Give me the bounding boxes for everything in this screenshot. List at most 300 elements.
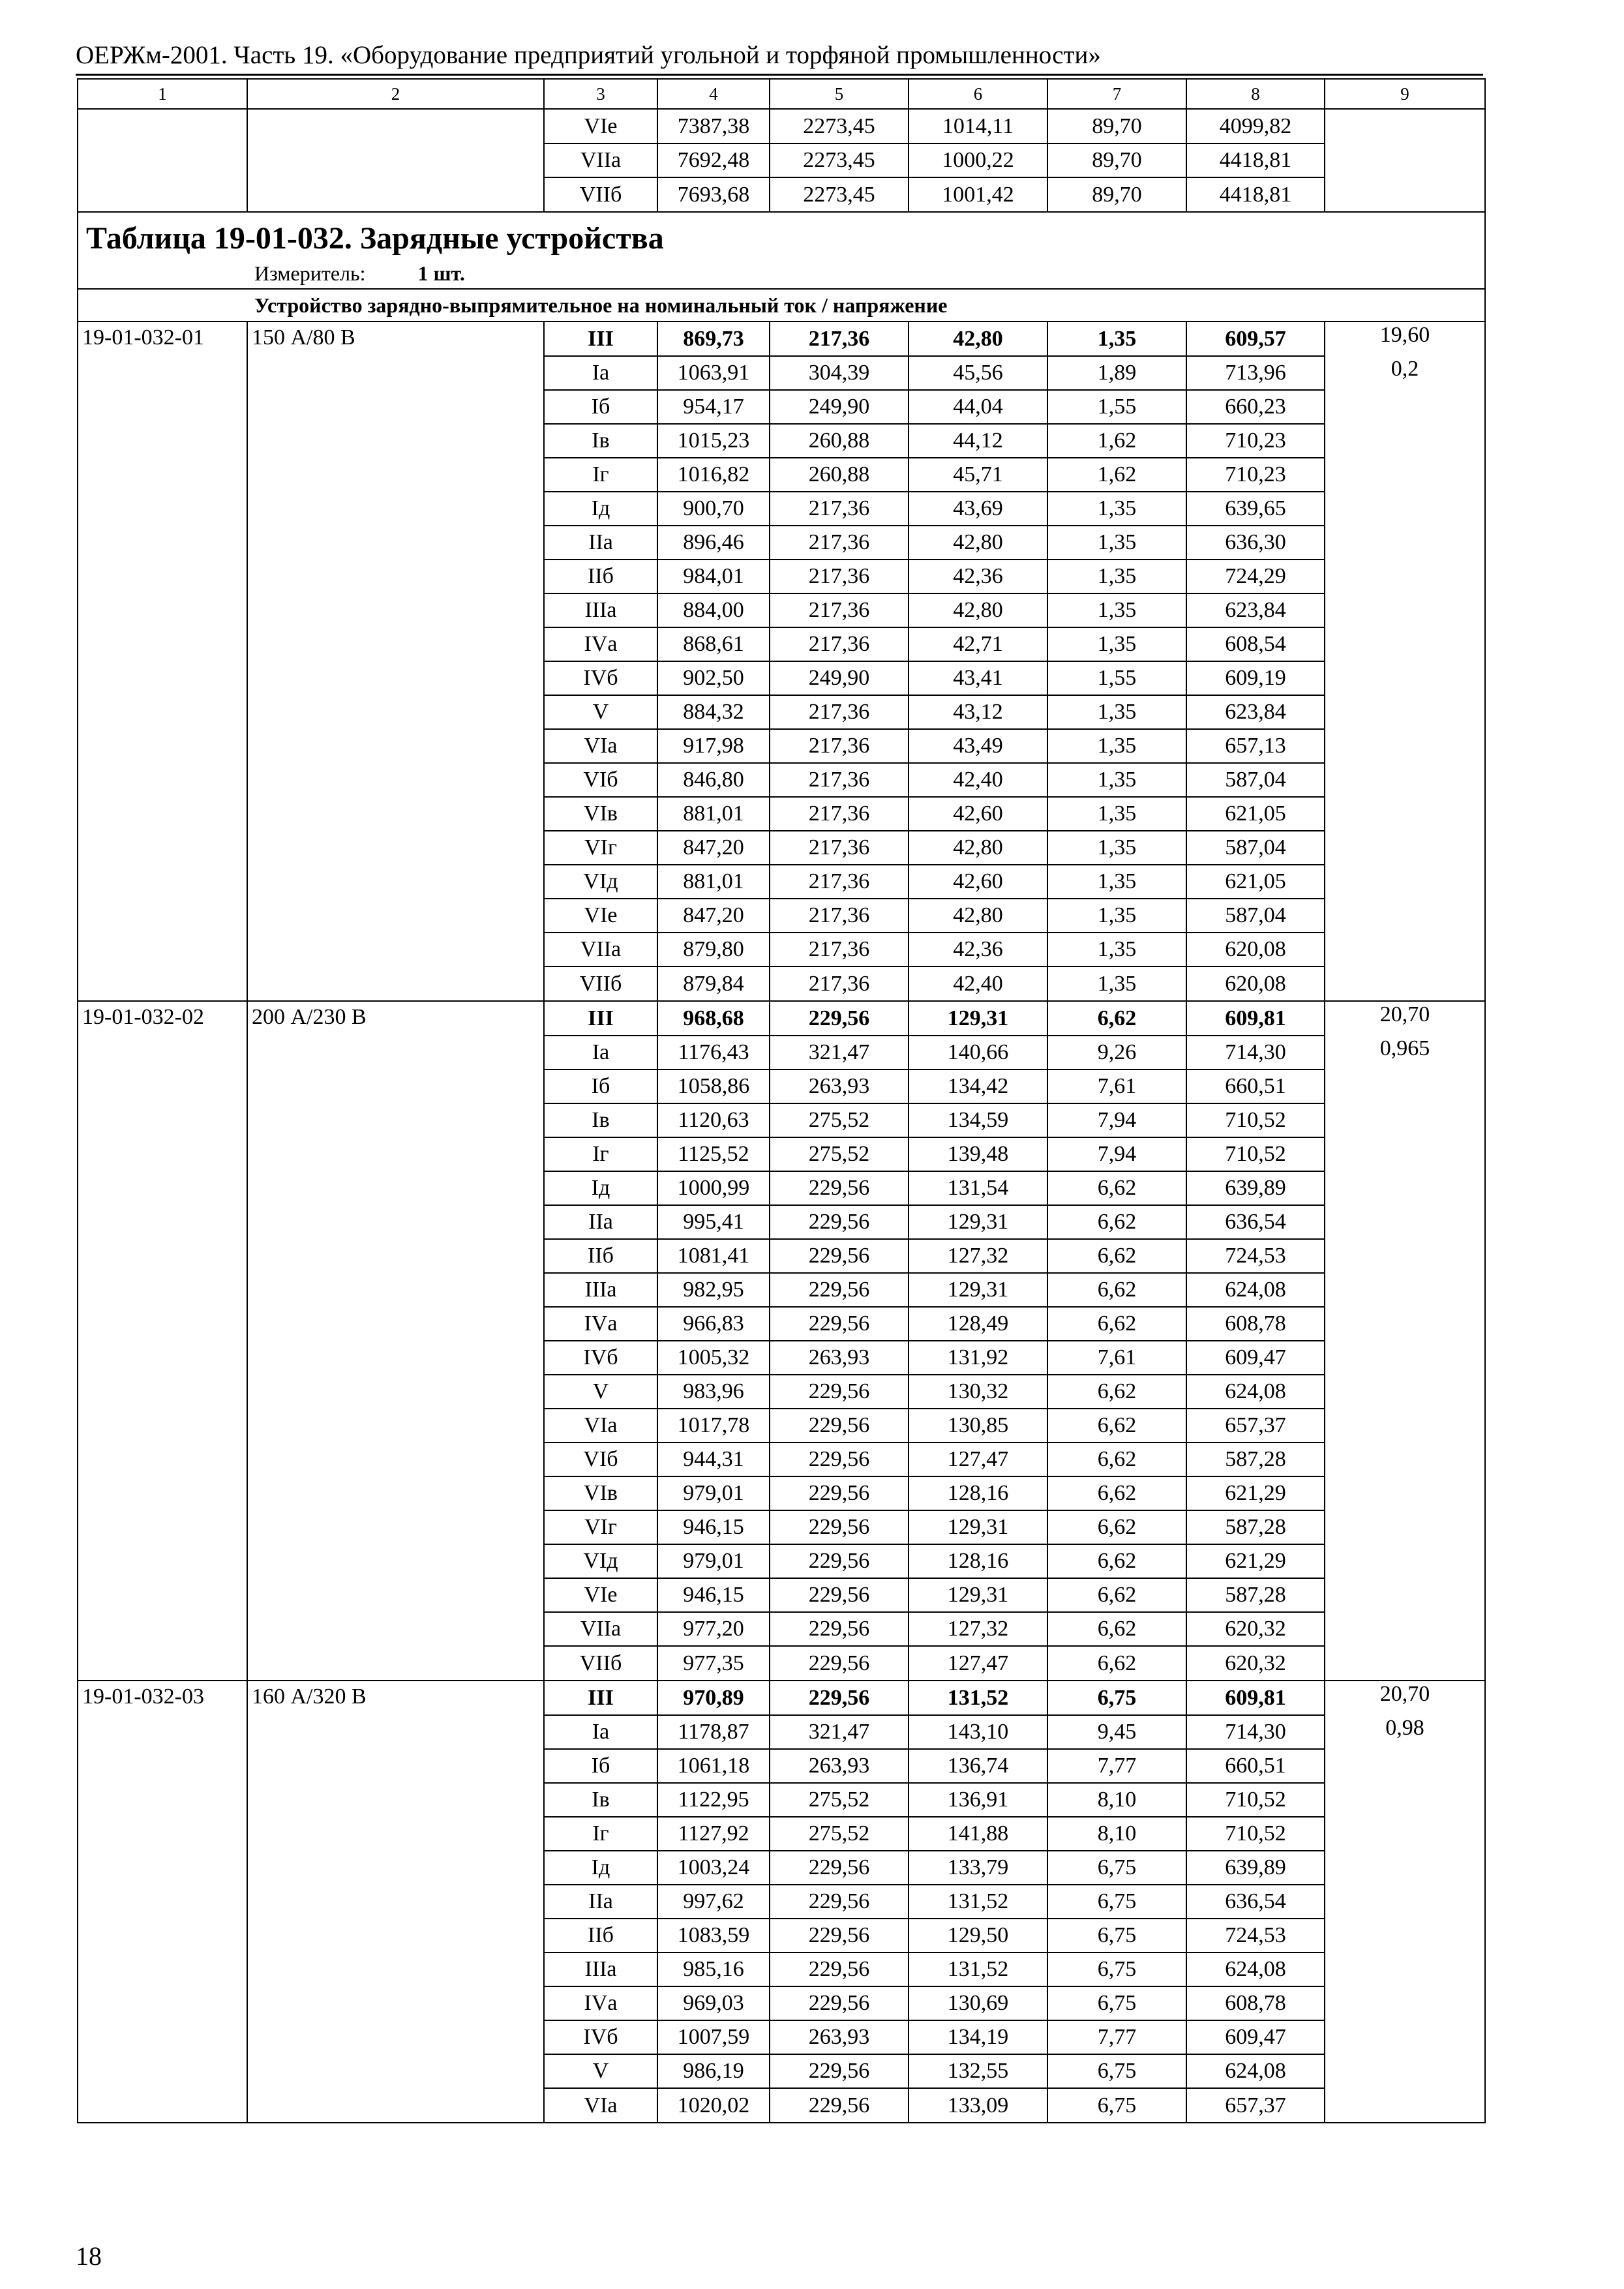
- item-code: [78, 831, 247, 865]
- value-cell: 42,60: [909, 865, 1047, 899]
- value-cell: 42,60: [909, 797, 1047, 831]
- value-cell: 609,19: [1186, 661, 1325, 695]
- table-row: [78, 458, 1485, 492]
- item-name: [247, 2088, 544, 2123]
- value-cell: 229,56: [770, 1239, 909, 1273]
- table-row: [78, 1273, 1485, 1307]
- value-cell: 89,70: [1047, 177, 1186, 212]
- value-cell: 710,23: [1186, 458, 1325, 492]
- value-cell: 134,42: [909, 1070, 1047, 1103]
- col9-cell: [1325, 1986, 1485, 2020]
- item-code: [78, 1036, 247, 1070]
- table-row: [78, 1817, 1485, 1851]
- table-row: [78, 1001, 1485, 1036]
- value-cell: IIа: [544, 1205, 657, 1239]
- value-cell: 710,23: [1186, 424, 1325, 458]
- value-cell: VIIа: [544, 1612, 657, 1646]
- value-cell: 130,69: [909, 1986, 1047, 2020]
- value-cell: 129,50: [909, 1919, 1047, 1952]
- code-cell: [78, 109, 247, 143]
- column-number: 7: [1047, 79, 1186, 109]
- item-code: [78, 1137, 247, 1171]
- value-cell: 624,08: [1186, 1273, 1325, 1307]
- table-row: [78, 356, 1485, 390]
- value-cell: 127,47: [909, 1443, 1047, 1476]
- item-name: [247, 492, 544, 526]
- value-cell: 902,50: [657, 661, 770, 695]
- value-cell: 129,31: [909, 1273, 1047, 1307]
- table-row: [78, 424, 1485, 458]
- col9-cell: [1325, 1239, 1485, 1273]
- value-cell: 128,49: [909, 1307, 1047, 1341]
- col9-cell: [1325, 390, 1485, 424]
- rates-table: [77, 78, 1486, 2123]
- table-row: [78, 1646, 1485, 1681]
- item-name: [247, 424, 544, 458]
- col9-cell: 0,2: [1325, 356, 1485, 390]
- value-cell: VIг: [544, 831, 657, 865]
- value-cell: 724,53: [1186, 1919, 1325, 1952]
- value-cell: 977,35: [657, 1646, 770, 1681]
- value-cell: 4099,82: [1186, 109, 1325, 143]
- value-cell: 275,52: [770, 1817, 909, 1851]
- item-name: [247, 1715, 544, 1749]
- table-row: [78, 1443, 1485, 1476]
- item-name: [247, 933, 544, 966]
- value-cell: 131,52: [909, 1681, 1047, 1715]
- value-cell: 7387,38: [657, 109, 770, 143]
- value-cell: 1,62: [1047, 458, 1186, 492]
- value-cell: 129,31: [909, 1001, 1047, 1036]
- value-cell: 275,52: [770, 1103, 909, 1137]
- value-cell: 8,10: [1047, 1783, 1186, 1817]
- value-cell: 43,49: [909, 729, 1047, 763]
- item-name: [247, 356, 544, 390]
- value-cell: 2273,45: [770, 143, 909, 177]
- value-cell: 954,17: [657, 390, 770, 424]
- col9-cell: [1325, 593, 1485, 627]
- value-cell: 9,45: [1047, 1715, 1186, 1749]
- value-cell: 133,79: [909, 1851, 1047, 1885]
- table-row: [78, 1137, 1485, 1171]
- value-cell: 44,04: [909, 390, 1047, 424]
- value-cell: Iд: [544, 1171, 657, 1205]
- value-cell: 42,71: [909, 627, 1047, 661]
- value-cell: III: [544, 322, 657, 356]
- value-cell: 881,01: [657, 865, 770, 899]
- value-cell: Iа: [544, 1715, 657, 1749]
- col9-cell: [1325, 143, 1485, 177]
- col9-cell: [1325, 458, 1485, 492]
- table-title-cell: [78, 212, 1485, 258]
- value-cell: 1127,92: [657, 1817, 770, 1851]
- value-cell: Iв: [544, 1103, 657, 1137]
- table-row: [78, 1476, 1485, 1510]
- value-cell: 6,62: [1047, 1171, 1186, 1205]
- value-cell: 1,35: [1047, 729, 1186, 763]
- item-code: [78, 1375, 247, 1409]
- item-code: [78, 1409, 247, 1443]
- table-row: [78, 1578, 1485, 1612]
- value-cell: 1020,02: [657, 2088, 770, 2123]
- value-cell: 660,51: [1186, 1070, 1325, 1103]
- col9-cell: [1325, 1307, 1485, 1341]
- item-name: [247, 1578, 544, 1612]
- value-cell: 130,32: [909, 1375, 1047, 1409]
- value-cell: 1017,78: [657, 1409, 770, 1443]
- value-cell: 263,93: [770, 2020, 909, 2054]
- value-cell: VIд: [544, 865, 657, 899]
- col9-cell: [1325, 1817, 1485, 1851]
- item-name: [247, 2054, 544, 2088]
- page-header: ОЕРЖм-2001. Часть 19. «Оборудование предприятий угольной и торфяной промышленности»: [76, 41, 1101, 69]
- value-cell: VIIб: [544, 177, 657, 212]
- value-cell: 2273,45: [770, 177, 909, 212]
- col9-cell: [1325, 1919, 1485, 1952]
- value-cell: 1,35: [1047, 322, 1186, 356]
- value-cell: 229,56: [770, 1681, 909, 1715]
- value-cell: 249,90: [770, 661, 909, 695]
- item-code: [78, 390, 247, 424]
- value-cell: 42,40: [909, 763, 1047, 797]
- value-cell: 217,36: [770, 492, 909, 526]
- value-cell: 229,56: [770, 1510, 909, 1544]
- item-code: [78, 1578, 247, 1612]
- value-cell: 710,52: [1186, 1137, 1325, 1171]
- value-cell: 217,36: [770, 729, 909, 763]
- value-cell: 608,78: [1186, 1986, 1325, 2020]
- value-cell: 609,81: [1186, 1001, 1325, 1036]
- value-cell: 217,36: [770, 526, 909, 560]
- item-code: 19-01-032-02: [78, 1001, 247, 1036]
- item-name: [247, 458, 544, 492]
- value-cell: 6,62: [1047, 1578, 1186, 1612]
- col9-cell: [1325, 526, 1485, 560]
- item-code: [78, 1239, 247, 1273]
- value-cell: 229,56: [770, 1001, 909, 1036]
- item-name: [247, 1171, 544, 1205]
- value-cell: 624,08: [1186, 1375, 1325, 1409]
- value-cell: 609,47: [1186, 1341, 1325, 1375]
- value-cell: 131,92: [909, 1341, 1047, 1375]
- value-cell: V: [544, 695, 657, 729]
- value-cell: 1014,11: [909, 109, 1047, 143]
- header-rule: [76, 74, 1483, 76]
- value-cell: 1058,86: [657, 1070, 770, 1103]
- value-cell: 1,35: [1047, 763, 1186, 797]
- value-cell: Iа: [544, 1036, 657, 1070]
- value-cell: 609,57: [1186, 322, 1325, 356]
- value-cell: 128,16: [909, 1476, 1047, 1510]
- value-cell: 42,36: [909, 560, 1047, 593]
- item-name: [247, 763, 544, 797]
- value-cell: Iв: [544, 424, 657, 458]
- table-row: [78, 1171, 1485, 1205]
- value-cell: VIа: [544, 729, 657, 763]
- col9-cell: [1325, 627, 1485, 661]
- value-cell: 217,36: [770, 695, 909, 729]
- value-cell: 639,89: [1186, 1851, 1325, 1885]
- value-cell: Iд: [544, 1851, 657, 1885]
- value-cell: 229,56: [770, 1476, 909, 1510]
- value-cell: 724,53: [1186, 1239, 1325, 1273]
- value-cell: 623,84: [1186, 695, 1325, 729]
- value-cell: 710,52: [1186, 1783, 1325, 1817]
- value-cell: IVб: [544, 1341, 657, 1375]
- item-name: [247, 1919, 544, 1952]
- value-cell: 132,55: [909, 2054, 1047, 2088]
- value-cell: IIа: [544, 526, 657, 560]
- column-number: 1: [78, 79, 247, 109]
- value-cell: 1061,18: [657, 1749, 770, 1783]
- col9-cell: [1325, 831, 1485, 865]
- value-cell: 714,30: [1186, 1036, 1325, 1070]
- value-cell: 7,61: [1047, 1070, 1186, 1103]
- value-cell: 1,35: [1047, 526, 1186, 560]
- column-number: 5: [770, 79, 909, 109]
- value-cell: 6,75: [1047, 2054, 1186, 2088]
- value-cell: IVа: [544, 1307, 657, 1341]
- item-code: [78, 729, 247, 763]
- table-row: [78, 526, 1485, 560]
- item-code: [78, 424, 247, 458]
- value-cell: Iг: [544, 1817, 657, 1851]
- value-cell: 1176,43: [657, 1036, 770, 1070]
- code-cell: [78, 143, 247, 177]
- table-row: [78, 1544, 1485, 1578]
- value-cell: 621,29: [1186, 1476, 1325, 1510]
- value-cell: Iб: [544, 1070, 657, 1103]
- item-code: [78, 1544, 247, 1578]
- value-cell: 6,62: [1047, 1443, 1186, 1476]
- value-cell: V: [544, 2054, 657, 2088]
- item-name: [247, 1409, 544, 1443]
- item-code: [78, 1783, 247, 1817]
- value-cell: VIIб: [544, 966, 657, 1001]
- value-cell: 217,36: [770, 797, 909, 831]
- value-cell: 587,28: [1186, 1510, 1325, 1544]
- value-cell: 129,31: [909, 1578, 1047, 1612]
- item-code: [78, 492, 247, 526]
- value-cell: 275,52: [770, 1783, 909, 1817]
- value-cell: 1122,95: [657, 1783, 770, 1817]
- value-cell: 1000,22: [909, 143, 1047, 177]
- value-cell: VIб: [544, 1443, 657, 1476]
- table-row: [78, 1919, 1485, 1952]
- item-name: [247, 966, 544, 1001]
- col9-cell: 20,70: [1325, 1681, 1485, 1715]
- value-cell: 130,85: [909, 1409, 1047, 1443]
- value-cell: 1063,91: [657, 356, 770, 390]
- item-code: [78, 356, 247, 390]
- item-code: [78, 2020, 247, 2054]
- value-cell: 1178,87: [657, 1715, 770, 1749]
- item-name: [247, 1851, 544, 1885]
- value-cell: 275,52: [770, 1137, 909, 1171]
- value-cell: 131,52: [909, 1885, 1047, 1919]
- value-cell: 217,36: [770, 933, 909, 966]
- value-cell: 636,54: [1186, 1205, 1325, 1239]
- value-cell: 133,09: [909, 2088, 1047, 2123]
- unit-label: Измеритель:: [254, 262, 366, 285]
- item-name: [247, 1885, 544, 1919]
- value-cell: 896,46: [657, 526, 770, 560]
- value-cell: 660,51: [1186, 1749, 1325, 1783]
- value-cell: 968,68: [657, 1001, 770, 1036]
- value-cell: 6,75: [1047, 1919, 1186, 1952]
- table-row: [78, 1375, 1485, 1409]
- value-cell: 1001,42: [909, 177, 1047, 212]
- table-row: [78, 1885, 1485, 1919]
- table-row: [78, 695, 1485, 729]
- value-cell: 710,52: [1186, 1817, 1325, 1851]
- name-cell: [247, 177, 544, 212]
- table-row: [78, 966, 1485, 1001]
- value-cell: 6,62: [1047, 1409, 1186, 1443]
- col9-cell: [1325, 1341, 1485, 1375]
- value-cell: 982,95: [657, 1273, 770, 1307]
- item-name: [247, 627, 544, 661]
- value-cell: 42,80: [909, 899, 1047, 933]
- value-cell: 127,47: [909, 1646, 1047, 1681]
- value-cell: 89,70: [1047, 109, 1186, 143]
- value-cell: 979,01: [657, 1476, 770, 1510]
- value-cell: 229,56: [770, 1851, 909, 1885]
- item-name: [247, 1070, 544, 1103]
- value-cell: IVа: [544, 1986, 657, 2020]
- item-code: [78, 526, 247, 560]
- col9-cell: [1325, 1612, 1485, 1646]
- item-code: [78, 933, 247, 966]
- value-cell: 217,36: [770, 865, 909, 899]
- value-cell: 620,32: [1186, 1646, 1325, 1681]
- col9-cell: [1325, 1409, 1485, 1443]
- value-cell: 620,08: [1186, 966, 1325, 1001]
- item-name: [247, 661, 544, 695]
- table-row: [78, 1715, 1485, 1749]
- value-cell: 7693,68: [657, 177, 770, 212]
- value-cell: 42,80: [909, 593, 1047, 627]
- value-cell: 946,15: [657, 1578, 770, 1612]
- item-code: [78, 1205, 247, 1239]
- value-cell: 131,52: [909, 1952, 1047, 1986]
- table-row: [78, 177, 1485, 212]
- item-code: [78, 1986, 247, 2020]
- value-cell: 587,28: [1186, 1443, 1325, 1476]
- col9-cell: [1325, 2020, 1485, 2054]
- value-cell: 263,93: [770, 1070, 909, 1103]
- item-code: 19-01-032-01: [78, 322, 247, 356]
- value-cell: 639,65: [1186, 492, 1325, 526]
- col9-cell: 19,60: [1325, 322, 1485, 356]
- value-cell: VIе: [544, 109, 657, 143]
- value-cell: 321,47: [770, 1715, 909, 1749]
- value-cell: 229,56: [770, 1646, 909, 1681]
- item-name: [247, 1205, 544, 1239]
- item-code: [78, 458, 247, 492]
- table-row: [78, 1070, 1485, 1103]
- value-cell: 7,61: [1047, 1341, 1186, 1375]
- table-row: [78, 109, 1485, 143]
- name-cell: [247, 143, 544, 177]
- item-name: [247, 1103, 544, 1137]
- col9-cell: [1325, 2054, 1485, 2088]
- value-cell: 713,96: [1186, 356, 1325, 390]
- value-cell: 6,75: [1047, 1952, 1186, 1986]
- value-cell: 1,35: [1047, 492, 1186, 526]
- item-code: 19-01-032-03: [78, 1681, 247, 1715]
- value-cell: 134,19: [909, 2020, 1047, 2054]
- value-cell: 136,74: [909, 1749, 1047, 1783]
- value-cell: 636,30: [1186, 526, 1325, 560]
- item-name: [247, 2020, 544, 2054]
- value-cell: 7692,48: [657, 143, 770, 177]
- value-cell: 42,80: [909, 526, 1047, 560]
- value-cell: Iв: [544, 1783, 657, 1817]
- value-cell: 263,93: [770, 1749, 909, 1783]
- item-code: [78, 2054, 247, 2088]
- col9-cell: [1325, 899, 1485, 933]
- value-cell: 42,80: [909, 831, 1047, 865]
- table-row: [78, 899, 1485, 933]
- value-cell: 260,88: [770, 424, 909, 458]
- item-name: [247, 865, 544, 899]
- value-cell: 621,29: [1186, 1544, 1325, 1578]
- item-name: [247, 1307, 544, 1341]
- value-cell: 129,31: [909, 1205, 1047, 1239]
- item-code: [78, 865, 247, 899]
- value-cell: 6,62: [1047, 1646, 1186, 1681]
- value-cell: 1,35: [1047, 560, 1186, 593]
- value-cell: VIа: [544, 1409, 657, 1443]
- value-cell: 229,56: [770, 1443, 909, 1476]
- unit-row: [78, 258, 1485, 289]
- value-cell: 985,16: [657, 1952, 770, 1986]
- table-row: [78, 390, 1485, 424]
- value-cell: Iд: [544, 492, 657, 526]
- value-cell: 624,08: [1186, 1952, 1325, 1986]
- value-cell: 6,62: [1047, 1476, 1186, 1510]
- value-cell: 260,88: [770, 458, 909, 492]
- col9-cell: [1325, 966, 1485, 1001]
- value-cell: 587,04: [1186, 899, 1325, 933]
- value-cell: 1,35: [1047, 966, 1186, 1001]
- value-cell: 6,62: [1047, 1612, 1186, 1646]
- item-code: [78, 661, 247, 695]
- col9-cell: 20,70: [1325, 1001, 1485, 1036]
- col9-cell: [1325, 1171, 1485, 1205]
- value-cell: 639,89: [1186, 1171, 1325, 1205]
- table-row: [78, 1681, 1485, 1715]
- value-cell: 724,29: [1186, 560, 1325, 593]
- item-name: [247, 1036, 544, 1070]
- value-cell: 7,94: [1047, 1137, 1186, 1171]
- item-name: 200 А/230 В: [247, 1001, 544, 1036]
- value-cell: 217,36: [770, 627, 909, 661]
- item-code: [78, 763, 247, 797]
- value-cell: VIб: [544, 763, 657, 797]
- value-cell: 710,52: [1186, 1103, 1325, 1137]
- value-cell: IVб: [544, 661, 657, 695]
- value-cell: 1005,32: [657, 1341, 770, 1375]
- value-cell: VIIа: [544, 143, 657, 177]
- col9-cell: [1325, 763, 1485, 797]
- code-cell: [78, 177, 247, 212]
- item-code: [78, 1476, 247, 1510]
- item-code: [78, 627, 247, 661]
- item-code: [78, 1646, 247, 1681]
- value-cell: 884,00: [657, 593, 770, 627]
